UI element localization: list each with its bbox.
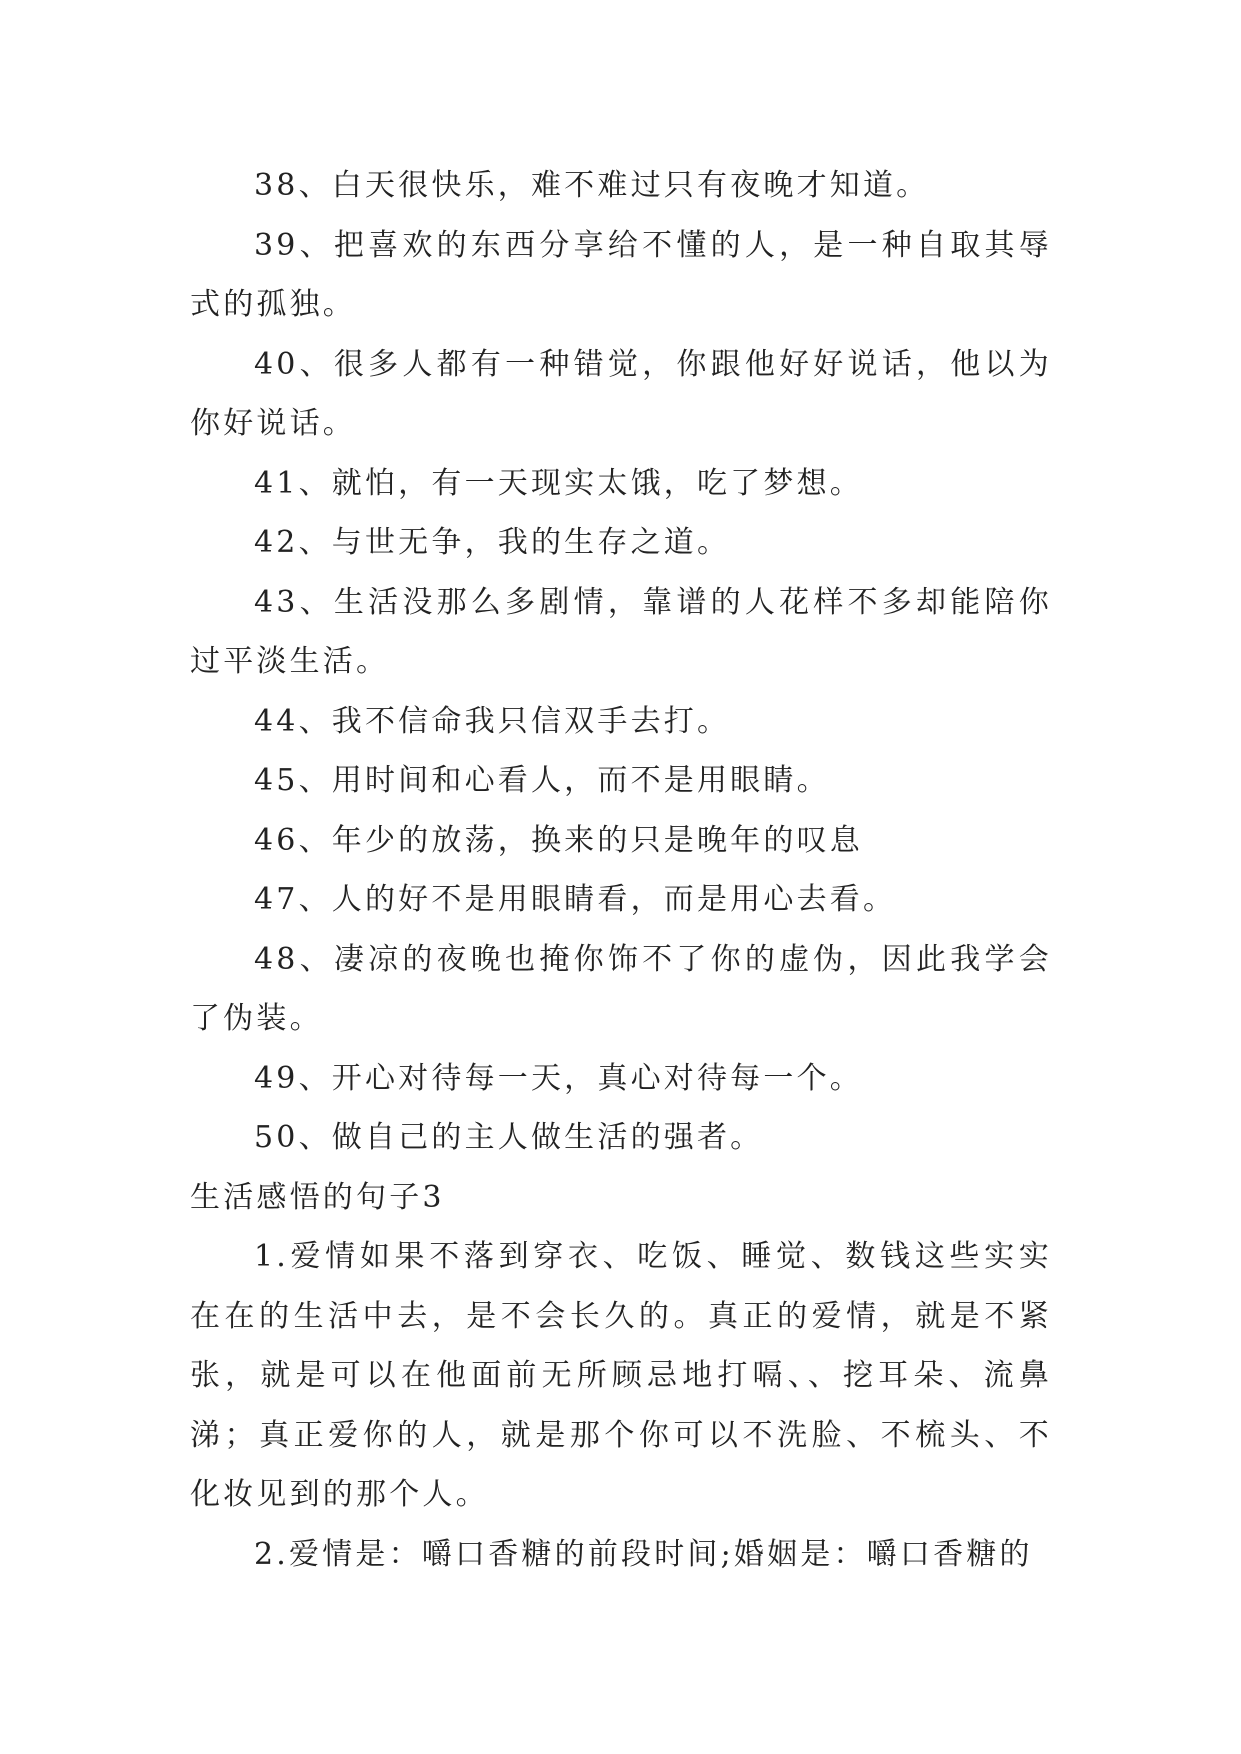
- paragraph-2: 2.爱情是：嚼口香糖的前段时间;婚姻是：嚼口香糖的: [254, 1536, 1033, 1572]
- paragraph-48: 48、凄凉的夜晚也掩你饰不了你的虚伪，因此我学会了伪装。: [190, 941, 1052, 1036]
- document-body: [190, 156, 1052, 1584]
- paragraph-45: 45、用时间和心看人，而不是用眼睛。: [254, 763, 830, 798]
- paragraph-46: 46、年少的放荡，换来的只是晚年的叹息: [254, 822, 863, 858]
- paragraph-40: 40、很多人都有一种错觉，你跟他好好说话，他以为你好说话。: [190, 346, 1052, 441]
- section-heading: 生活感悟的句子3: [190, 1179, 445, 1215]
- paragraph-38: 38、白天很快乐，难不难过只有夜晚才知道。: [254, 168, 930, 203]
- paragraph-49: 49、开心对待每一天，真心对待每一个。: [254, 1060, 863, 1096]
- paragraph-47: 47、人的好不是用眼睛看，而是用心去看。: [254, 882, 897, 917]
- paragraph-39: 39、把喜欢的东西分享给不懂的人，是一种自取其辱式的孤独。: [190, 227, 1052, 322]
- paragraph-1: 1.爱情如果不落到穿衣、吃饭、睡觉、数钱这些实实在在的生活中去，是不会长久的。真正的爱情，就是不紧张，就是可以在他面前无所顾忌地打嗝、、挖耳朵、流鼻涕；真正爱你的人，就是那个你可以不洗脸、不梳头、不化妆见到的那个人。: [190, 1239, 1052, 1512]
- paragraph-42: 42、与世无争，我的生存之道。: [254, 525, 731, 560]
- paragraph-50: 50、做自己的主人做生活的强者。: [254, 1120, 764, 1155]
- paragraph-44: 44、我不信命我只信双手去打。: [254, 703, 731, 739]
- paragraph-43: 43、生活没那么多剧情，靠谱的人花样不多却能陪你过平淡生活。: [190, 584, 1052, 679]
- paragraph-41: 41、就怕，有一天现实太饿，吃了梦想。: [254, 465, 863, 501]
